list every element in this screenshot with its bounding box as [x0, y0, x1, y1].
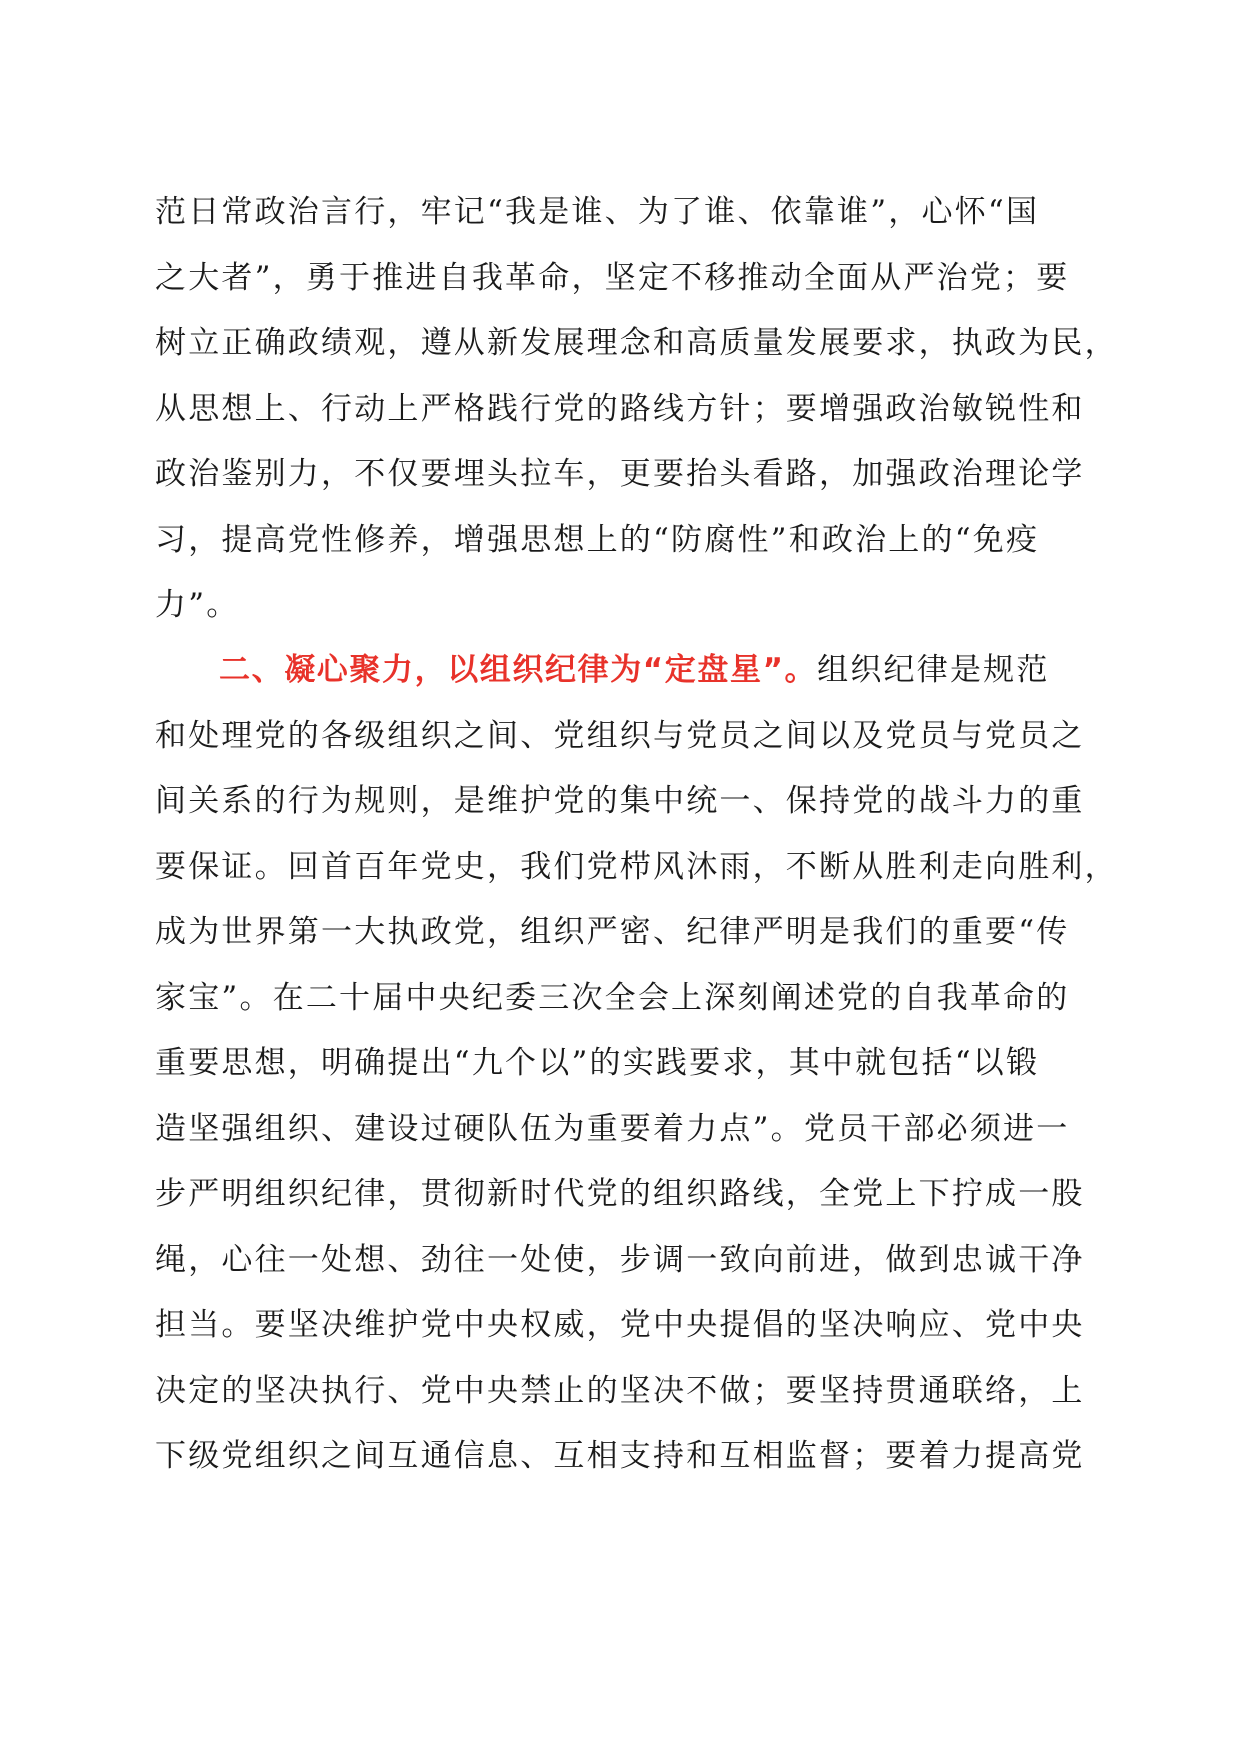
paragraph-line: 政治鉴别力，不仅要埋头拉车，更要抬头看路，加强政治理论学: [155, 456, 1085, 492]
paragraph-line: 重要思想，明确提出“九个以”的实践要求，其中就包括“以锻: [155, 1045, 1040, 1081]
paragraph-line: 和处理党的各级组织之间、党组织与党员之间以及党员与党员之: [155, 717, 1085, 754]
paragraph-line: 决定的坚决执行、党中央禁止的坚决不做；要坚持贯通联络，上: [155, 1372, 1085, 1409]
paragraph-line: 从思想上、行动上严格践行党的路线方针；要增强政治敏锐性和: [155, 390, 1085, 427]
section-2-first-line: [155, 638, 1060, 704]
paragraph-1: [155, 180, 1118, 639]
paragraph-line: 范日常政治言行，牢记“我是谁、为了谁、依靠谁”，心怀“国: [155, 194, 1040, 230]
paragraph-line: 家宝”。在二十届中央纪委三次全会上深刻阐述党的自我革命的: [155, 979, 1070, 1016]
paragraph-line: 力”。: [155, 587, 240, 623]
paragraph-line: 习，提高党性修养，增强思想上的“防腐性”和政治上的“免疫: [155, 521, 1040, 558]
paragraph-line: 造坚强组织、建设过硬队伍为重要着力点”。党员干部必须进一: [155, 1110, 1070, 1147]
section-2-heading: 二、凝心聚力，以组织纪律为“定盘星”。: [219, 652, 818, 688]
paragraph-line: 成为世界第一大执政党，组织严密、纪律严明是我们的重要“传: [155, 914, 1070, 950]
paragraph-line: 担当。要坚决维护党中央权威，党中央提倡的坚决响应、党中央: [155, 1307, 1085, 1343]
paragraph-line: 间关系的行为规则，是维护党的集中统一、保持党的战斗力的重: [155, 783, 1085, 819]
paragraph-line: 步严明组织纪律，贯彻新时代党的组织路线，全党上下拧成一股: [155, 1176, 1085, 1212]
paragraph-line: 树立正确政绩观，遵从新发展理念和高质量发展要求，执政为民，: [155, 325, 1118, 361]
paragraph-line: 要保证。回首百年党史，我们党栉风沐雨，不断从胜利走向胜利，: [155, 848, 1118, 885]
paragraph-line: 之大者”，勇于推进自我革命，坚定不移推动全面从严治党；要: [155, 259, 1070, 296]
section-2-paragraph: [155, 638, 1118, 1490]
paragraph-line: 下级党组织之间互通信息、互相支持和互相监督；要着力提高党: [155, 1438, 1085, 1474]
paragraph-line: 绳，心往一处想、劲往一处使，步调一致向前进，做到忠诚干净: [155, 1241, 1085, 1278]
section-2-first-line-rest: 组织纪律是规范: [817, 652, 1050, 688]
